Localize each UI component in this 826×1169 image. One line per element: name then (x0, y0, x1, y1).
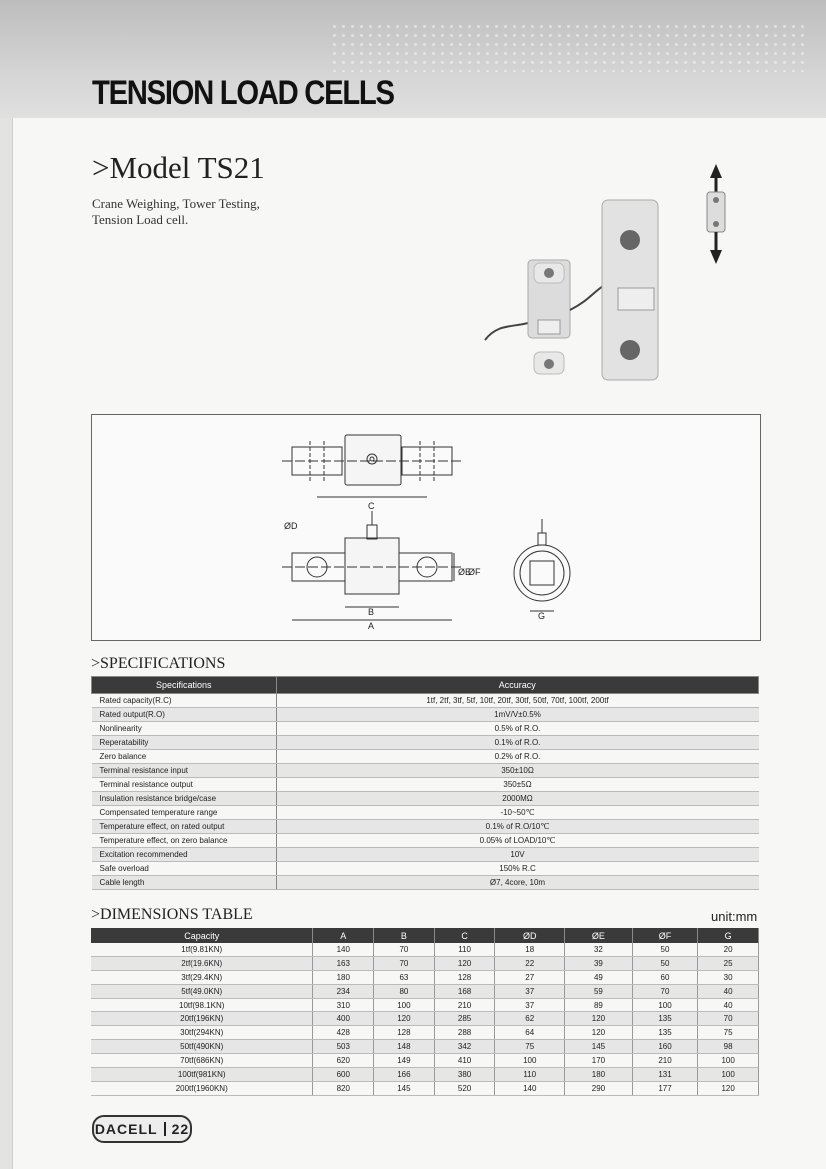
page-binding-edge (0, 118, 13, 1169)
spec-name: Zero balance (92, 750, 277, 764)
dim-row (91, 1068, 759, 1082)
dim-row (91, 970, 759, 984)
dim-value: 210 (434, 998, 495, 1012)
dim-value: 120 (698, 1081, 759, 1095)
dim-header: G (698, 928, 759, 943)
dim-row (91, 1054, 759, 1068)
dim-value: 89 (565, 998, 633, 1012)
dim-value: 22 (495, 956, 565, 970)
spec-value: 0.5% of R.O. (276, 722, 759, 736)
dim-value: 63 (374, 970, 435, 984)
dimension-b-label: B (368, 607, 375, 617)
dimension-a-label: A (368, 621, 375, 631)
footer-badge (92, 1115, 192, 1143)
spec-name: Cable length (92, 876, 277, 890)
header-pattern (330, 22, 810, 72)
dim-value: 234 (313, 984, 374, 998)
unit-label: unit:mm (711, 909, 758, 924)
spec-name: Excitation recommended (92, 848, 277, 862)
dim-value: 342 (434, 1040, 495, 1054)
dim-value: 160 (632, 1040, 697, 1054)
dim-value: 100 (374, 998, 435, 1012)
spec-row (92, 806, 759, 820)
dimension-oe-label: ØE (458, 567, 472, 577)
dim-value: 290 (565, 1081, 633, 1095)
dim-value: 210 (632, 1054, 697, 1068)
spec-name: Rated output(R.O) (92, 708, 277, 722)
spec-row (92, 694, 759, 708)
product-photo (480, 160, 780, 390)
dim-value: 288 (434, 1026, 495, 1040)
spec-header: Accuracy (276, 677, 759, 694)
dim-capacity: 30tf(294KN) (91, 1026, 313, 1040)
dim-value: 131 (632, 1068, 697, 1082)
footer-brand: DACELL (94, 1121, 158, 1137)
dim-value: 180 (313, 970, 374, 984)
dim-value: 163 (313, 956, 374, 970)
dimension-od-label: ØD (284, 521, 298, 531)
dim-capacity: 3tf(29.4KN) (91, 970, 313, 984)
dim-value: 135 (632, 1026, 697, 1040)
drawing-svg (92, 415, 760, 640)
spec-row (92, 722, 759, 736)
dim-row (91, 943, 759, 956)
dim-value: 70 (698, 1012, 759, 1026)
dim-value: 168 (434, 984, 495, 998)
spec-name: Temperature effect, on rated output (92, 820, 277, 834)
dim-value: 70 (632, 984, 697, 998)
dim-value: 60 (632, 970, 697, 984)
spec-header: Specifications (92, 677, 277, 694)
spec-row (92, 736, 759, 750)
page-title: TENSION LOAD CELLS (92, 74, 394, 112)
dim-capacity: 5tf(49.0KN) (91, 984, 313, 998)
dim-capacity: 70tf(686KN) (91, 1054, 313, 1068)
dimension-g-label: G (538, 611, 546, 621)
dim-value: 50 (632, 943, 697, 956)
dimension-c-label: C (368, 501, 375, 511)
dim-value: 820 (313, 1081, 374, 1095)
spec-name: Reperatability (92, 736, 277, 750)
footer-divider (164, 1122, 166, 1136)
spec-value: 2000MΩ (276, 792, 759, 806)
dim-value: 285 (434, 1012, 495, 1026)
dim-value: 59 (565, 984, 633, 998)
spec-row (92, 848, 759, 862)
dim-value: 128 (374, 1026, 435, 1040)
dim-value: 27 (495, 970, 565, 984)
spec-row (92, 862, 759, 876)
spec-name: Compensated temperature range (92, 806, 277, 820)
dim-value: 380 (434, 1068, 495, 1082)
dim-value: 50 (632, 956, 697, 970)
dim-value: 100 (495, 1054, 565, 1068)
spec-name: Rated capacity(R.C) (92, 694, 277, 708)
spec-value: 10V (276, 848, 759, 862)
technical-drawing (91, 414, 761, 641)
dim-row (91, 1012, 759, 1026)
dim-value: 18 (495, 943, 565, 956)
dimensions-table (91, 928, 759, 1096)
dim-header: Capacity (91, 928, 313, 943)
dim-value: 140 (313, 943, 374, 956)
dim-value: 140 (495, 1081, 565, 1095)
spec-row (92, 820, 759, 834)
dim-value: 40 (698, 984, 759, 998)
spec-name: Terminal resistance input (92, 764, 277, 778)
dim-value: 110 (434, 943, 495, 956)
spec-row (92, 876, 759, 890)
dim-value: 120 (434, 956, 495, 970)
dim-row (91, 998, 759, 1012)
dim-capacity: 1tf(9.81KN) (91, 943, 313, 956)
dim-capacity: 20tf(196KN) (91, 1012, 313, 1026)
dim-value: 128 (434, 970, 495, 984)
dim-value: 32 (565, 943, 633, 956)
dim-capacity: 100tf(981KN) (91, 1068, 313, 1082)
dim-value: 37 (495, 984, 565, 998)
dim-value: 620 (313, 1054, 374, 1068)
dim-value: 62 (495, 1012, 565, 1026)
dim-value: 135 (632, 1012, 697, 1026)
spec-value: 1mV/V±0.5% (276, 708, 759, 722)
spec-value: 150% R.C (276, 862, 759, 876)
dim-row (91, 956, 759, 970)
dimensions-title: >DIMENSIONS TABLE (91, 906, 253, 923)
dim-row (91, 1081, 759, 1095)
dim-value: 70 (374, 956, 435, 970)
dim-value: 120 (565, 1012, 633, 1026)
dim-value: 145 (374, 1081, 435, 1095)
dim-value: 310 (313, 998, 374, 1012)
spec-row (92, 708, 759, 722)
spec-row (92, 750, 759, 764)
spec-value: 0.1% of R.O. (276, 736, 759, 750)
spec-name: Safe overload (92, 862, 277, 876)
model-description: Crane Weighing, Tower Testing, Tension Load cell. (92, 196, 260, 227)
dim-header: ØF (632, 928, 697, 943)
dim-value: 75 (698, 1026, 759, 1040)
dim-value: 39 (565, 956, 633, 970)
spec-name: Nonlinearity (92, 722, 277, 736)
dim-value: 410 (434, 1054, 495, 1068)
spec-value: 1tf, 2tf, 3tf, 5tf, 10tf, 20tf, 30tf, 50tf, 70tf, 100tf, 200tf (276, 694, 759, 708)
dim-value: 180 (565, 1068, 633, 1082)
dim-value: 503 (313, 1040, 374, 1054)
spec-value: 350±5Ω (276, 778, 759, 792)
dim-value: 70 (374, 943, 435, 956)
dim-value: 40 (698, 998, 759, 1012)
dim-value: 37 (495, 998, 565, 1012)
dim-value: 25 (698, 956, 759, 970)
dim-value: 120 (374, 1012, 435, 1026)
dim-header: ØE (565, 928, 633, 943)
spec-row (92, 792, 759, 806)
spec-name: Temperature effect, on zero balance (92, 834, 277, 848)
spec-value: 0.2% of R.O. (276, 750, 759, 764)
dim-value: 166 (374, 1068, 435, 1082)
spec-value: 0.05% of LOAD/10℃ (276, 834, 759, 848)
dim-capacity: 50tf(490KN) (91, 1040, 313, 1054)
dim-value: 600 (313, 1068, 374, 1082)
specifications-table (91, 676, 759, 890)
specifications-title: >SPECIFICATIONS (91, 655, 226, 672)
spec-value: 350±10Ω (276, 764, 759, 778)
spec-name: Insulation resistance bridge/case (92, 792, 277, 806)
footer-page-number: 22 (171, 1121, 190, 1137)
dim-value: 148 (374, 1040, 435, 1054)
dim-value: 75 (495, 1040, 565, 1054)
dim-capacity: 2tf(19.6KN) (91, 956, 313, 970)
dim-value: 400 (313, 1012, 374, 1026)
spec-value: -10~50℃ (276, 806, 759, 820)
dimension-of-label: ØF (468, 567, 481, 577)
dim-capacity: 200tf(1960KN) (91, 1081, 313, 1095)
spec-value: 0.1% of R.O/10℃ (276, 820, 759, 834)
dim-value: 149 (374, 1054, 435, 1068)
spec-row (92, 764, 759, 778)
dim-value: 177 (632, 1081, 697, 1095)
dim-value: 428 (313, 1026, 374, 1040)
dim-value: 49 (565, 970, 633, 984)
dim-value: 100 (632, 998, 697, 1012)
dim-value: 30 (698, 970, 759, 984)
dim-value: 64 (495, 1026, 565, 1040)
spec-value: Ø7, 4core, 10m (276, 876, 759, 890)
dim-value: 20 (698, 943, 759, 956)
dim-header: C (434, 928, 495, 943)
dim-header: ØD (495, 928, 565, 943)
model-title: >Model TS21 (92, 150, 265, 185)
dim-value: 100 (698, 1054, 759, 1068)
dim-header: B (374, 928, 435, 943)
spec-row (92, 778, 759, 792)
dim-value: 110 (495, 1068, 565, 1082)
dim-capacity: 10tf(98.1KN) (91, 998, 313, 1012)
dim-value: 100 (698, 1068, 759, 1082)
dim-value: 170 (565, 1054, 633, 1068)
dim-row (91, 984, 759, 998)
dim-value: 120 (565, 1026, 633, 1040)
dim-value: 98 (698, 1040, 759, 1054)
dim-value: 520 (434, 1081, 495, 1095)
dim-header: A (313, 928, 374, 943)
dim-row (91, 1026, 759, 1040)
spec-name: Terminal resistance output (92, 778, 277, 792)
dim-value: 145 (565, 1040, 633, 1054)
dim-row (91, 1040, 759, 1054)
spec-row (92, 834, 759, 848)
dim-value: 80 (374, 984, 435, 998)
